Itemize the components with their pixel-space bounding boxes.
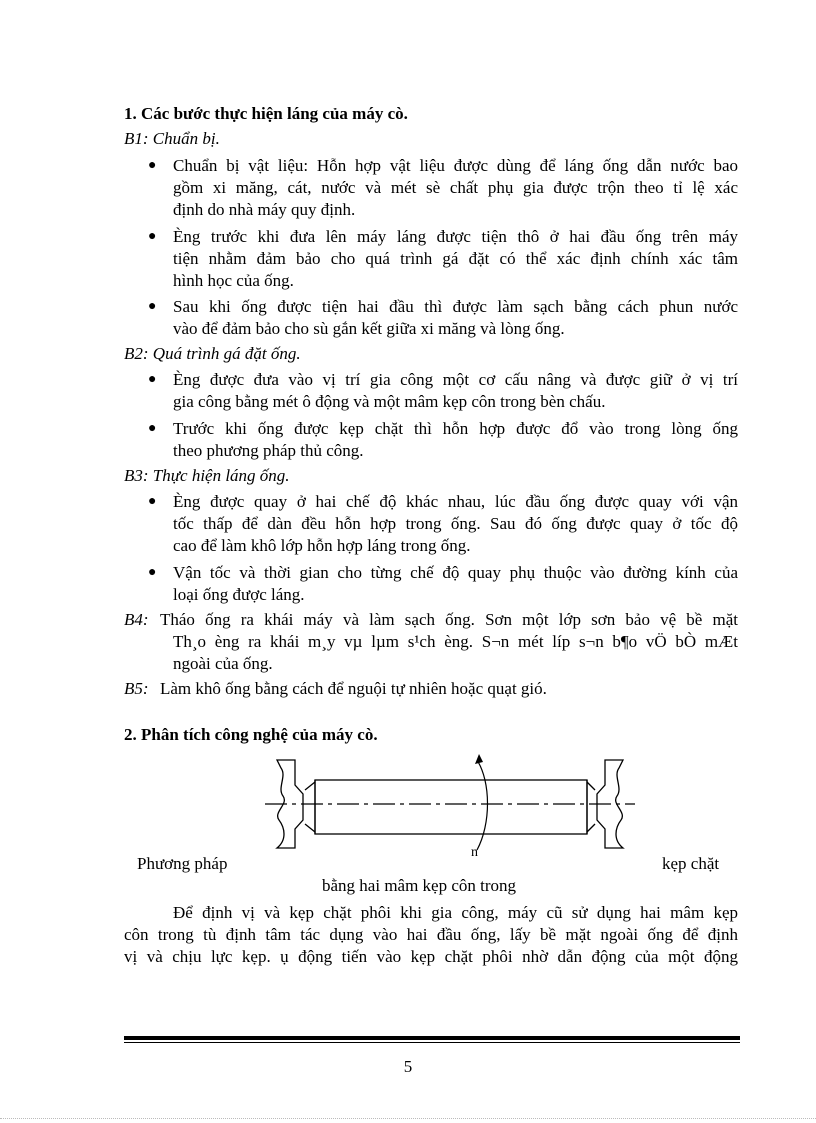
step-b3-label: B3: Thực hiện láng ống. xyxy=(124,466,290,485)
figure-label-n: n xyxy=(471,845,478,860)
b3-bullet-2-line-1: Vận tốc và thời gian cho từng chế độ quay phụ thuộc vào đường kính của xyxy=(173,563,738,582)
b2-bullet-2-line-2: theo phương pháp thủ công. xyxy=(173,441,364,460)
figure-caption-left: Phương pháp xyxy=(137,854,228,873)
b1-bullet-1-line-2: gồm xi măng, cát, nước và mét sè chất phụ gia được trộn theo tỉ lệ xác xyxy=(173,178,738,197)
b1-bullet-3-line-2: vào để đảm bảo cho sù gắn kết giữa xi măng và lòng ống. xyxy=(173,319,565,338)
b1-bullet-2-line-1: Èng trước khi đưa lên máy láng được tiện thô ở hai đầu ống trên máy xyxy=(173,227,738,246)
figure-caption-line-2: bằng hai mâm kẹp côn trong xyxy=(322,876,517,895)
bullet-icon: ● xyxy=(148,229,157,244)
step-b2-label: B2: Quá trình gá đặt ống. xyxy=(124,344,301,363)
b1-bullet-3-line-1: Sau khi ống được tiện hai đầu thì được làm sạch bằng cách phun nước xyxy=(173,297,738,316)
page-edge-divider xyxy=(0,1118,816,1119)
bullet-icon: ● xyxy=(148,299,157,314)
b3-bullet-2-line-2: loại ống được láng. xyxy=(173,585,305,604)
bullet-icon: ● xyxy=(148,372,157,387)
b3-bullet-1-line-3: cao để làm khô lớp hỗn hợp láng trong ống. xyxy=(173,536,471,555)
bullet-icon: ● xyxy=(148,494,157,509)
bullet-icon: ● xyxy=(148,421,157,436)
b1-bullet-2-line-2: tiện nhằm đảm bảo cho quá trình gá đặt có thể xác định chính xác tâm xyxy=(173,249,738,268)
b3-bullet-1-line-2: tốc thấp để dàn đều hỗn hợp trong ống. Sau đó ống được quay ở tốc độ xyxy=(173,514,738,533)
bullet-icon: ● xyxy=(148,565,157,580)
step-b4-label: B4: xyxy=(124,610,149,629)
section-1-heading: 1. Các bước thực hiện láng của máy cò. xyxy=(124,104,408,123)
b3-bullet-1-line-1: Èng được quay ở hai chế độ khác nhau, lúc đầu ống được quay với vận xyxy=(173,492,738,511)
page-number: 5 xyxy=(403,1057,413,1076)
b1-bullet-1-line-1: Chuẩn bị vật liệu: Hỗn hợp vật liệu được dùng để láng ống dẫn nước bao xyxy=(173,156,738,175)
footer-rule-thick xyxy=(124,1036,740,1040)
step-b1-label: B1: Chuẩn bị. xyxy=(124,129,220,148)
b1-bullet-1-line-3: định do nhà máy quy định. xyxy=(173,200,356,219)
b4-line-1: Tháo ống ra khái máy và làm sạch ống. Sơn một lớp sơn bảo vệ bề mặt xyxy=(160,610,738,629)
pipe-body xyxy=(315,780,587,834)
step-b5-label: B5: xyxy=(124,679,149,698)
paragraph-line-3: vị và chịu lực kẹp. ụ động tiến vào kẹp chặt phôi nhờ dẫn động của một động xyxy=(124,947,738,966)
paragraph-line-2: côn trong tù định tâm tác dụng vào hai đầu ống, lấy bề mặt ngoài ống để định xyxy=(124,925,738,944)
b2-bullet-2-line-1: Trước khi ống được kẹp chặt thì hỗn hợp được đổ vào trong lòng ống xyxy=(173,419,738,438)
figure-caption-right: kẹp chặt xyxy=(662,854,720,873)
b1-bullet-2-line-3: hình học của ống. xyxy=(173,271,294,290)
rotation-arrow xyxy=(477,760,488,850)
b2-bullet-1-line-1: Èng được đưa vào vị trí gia công một cơ cấu nâng và được giữ ở vị trí xyxy=(173,370,738,389)
bullet-icon: ● xyxy=(148,158,157,173)
pipe-chuck-figure xyxy=(255,752,645,860)
section-2-heading: 2. Phân tích công nghệ của máy cò. xyxy=(124,725,378,744)
b4-line-2: Th¸o èng ra khái m¸y vµ lµm s¹ch èng. S¬n mét líp s¬n b¶o vÖ bÒ mÆt xyxy=(173,632,738,651)
b5-text: Làm khô ống bằng cách để nguội tự nhiên hoặc quạt gió. xyxy=(160,679,547,698)
b2-bullet-1-line-2: gia công bằng mét ô động và một mâm kẹp côn trong bèn chấu. xyxy=(173,392,606,411)
paragraph-line-1: Để định vị và kẹp chặt phôi khi gia công, máy cũ sử dụng hai mâm kẹp xyxy=(173,903,738,922)
b4-line-3: ngoài của ống. xyxy=(173,654,273,673)
footer-rule-thin xyxy=(124,1042,740,1043)
